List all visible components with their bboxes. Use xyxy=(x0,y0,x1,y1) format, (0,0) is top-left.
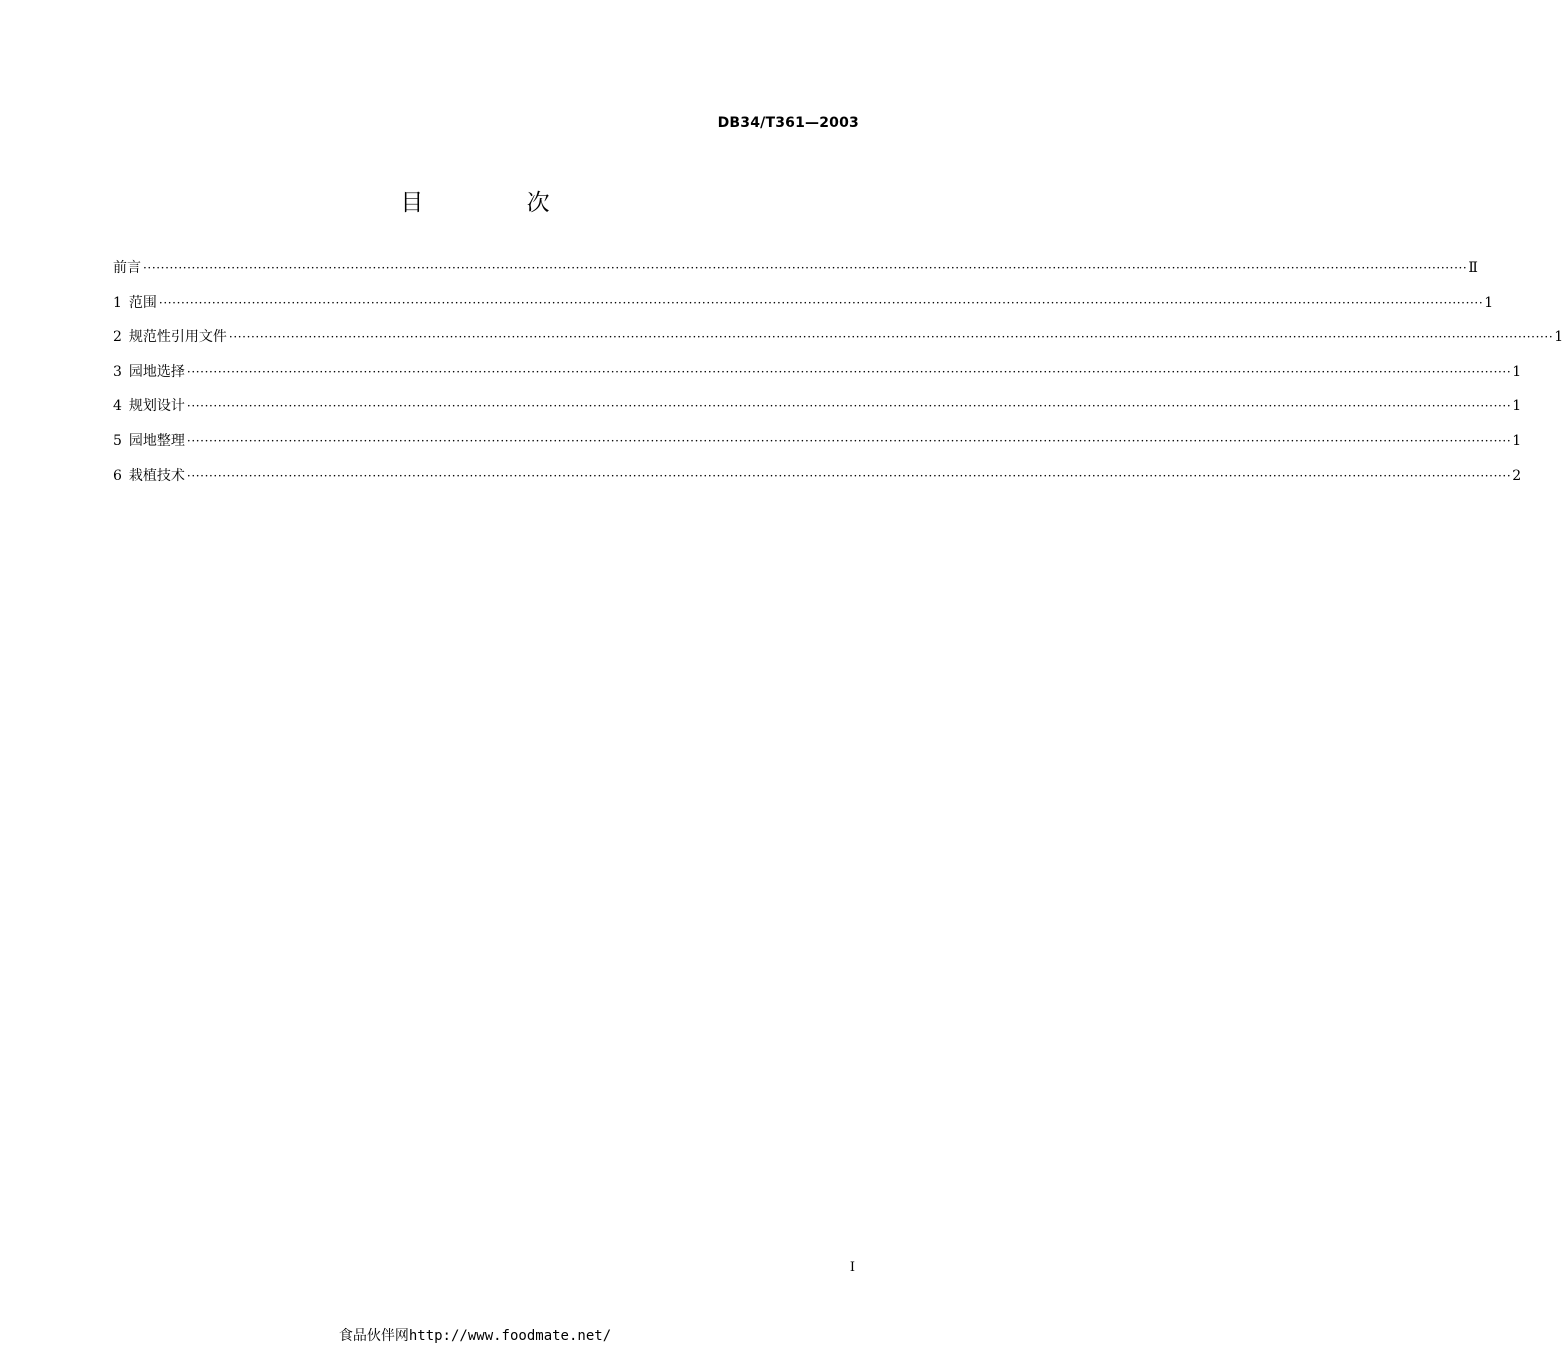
toc-leader-dots: ············································································································································································································································································································ xyxy=(158,295,1484,310)
toc-entry-page: 1 xyxy=(1512,432,1522,449)
toc-entry-scope[interactable] xyxy=(113,293,1494,328)
toc-entry-site-preparation[interactable] xyxy=(113,431,1522,466)
toc-entry-number: 2 xyxy=(113,329,122,346)
document-code: DB34/T361—2003 xyxy=(717,115,859,131)
toc-entry-page: 1 xyxy=(1512,363,1522,380)
toc-entry-number: 1 xyxy=(113,294,122,311)
toc-entry-page: 1 xyxy=(1554,329,1563,346)
toc-entry-number: 5 xyxy=(113,432,122,449)
toc-entry-page: 1 xyxy=(1484,294,1494,311)
toc-leader-dots: ············································································································································································································································································································ xyxy=(143,261,1468,275)
toc-entry-number: 3 xyxy=(113,363,122,380)
toc-entry-label: 前言 xyxy=(113,260,141,276)
toc-leader-dots: ············································································································································································································································································································ xyxy=(186,433,1512,448)
toc-entry-number: 4 xyxy=(113,398,122,415)
toc-entry-page: Ⅱ xyxy=(1468,260,1478,276)
toc-entry-label: 4 规划设计 xyxy=(113,398,185,415)
toc-leader-dots: ············································································································································································································································································································ xyxy=(186,399,1512,414)
toc-entry-planting-technique[interactable] xyxy=(113,466,1522,501)
toc-entry-number: 6 xyxy=(113,467,122,484)
toc-entry-label: 5 园地整理 xyxy=(113,432,185,449)
toc-entry-planning-design[interactable] xyxy=(113,396,1522,431)
toc-leader-dots: ············································································································································································································································································································ xyxy=(186,468,1512,483)
footer-source: 食品伙伴网http://www.foodmate.net/ xyxy=(338,1328,612,1344)
toc-entry-label: 3 园地选择 xyxy=(113,363,185,380)
toc-leader-dots: ············································································································································································································································································································ xyxy=(228,330,1554,345)
toc-entry-normative-references[interactable] xyxy=(113,327,1563,362)
toc-leader-dots: ············································································································································································································································································································ xyxy=(186,364,1512,379)
toc-entry-label: 2 规范性引用文件 xyxy=(113,329,227,346)
toc-title: 目 次 xyxy=(400,190,598,216)
toc-entry-foreword[interactable] xyxy=(113,258,1478,293)
toc-entry-site-selection[interactable] xyxy=(113,362,1522,397)
toc-entry-label: 6 栽植技术 xyxy=(113,467,185,484)
toc-entry-page: 2 xyxy=(1512,467,1522,484)
page-number: I xyxy=(849,1260,855,1275)
toc-entry-label: 1 范围 xyxy=(113,294,157,311)
table-of-contents xyxy=(113,258,1563,500)
toc-entry-page: 1 xyxy=(1512,398,1522,415)
